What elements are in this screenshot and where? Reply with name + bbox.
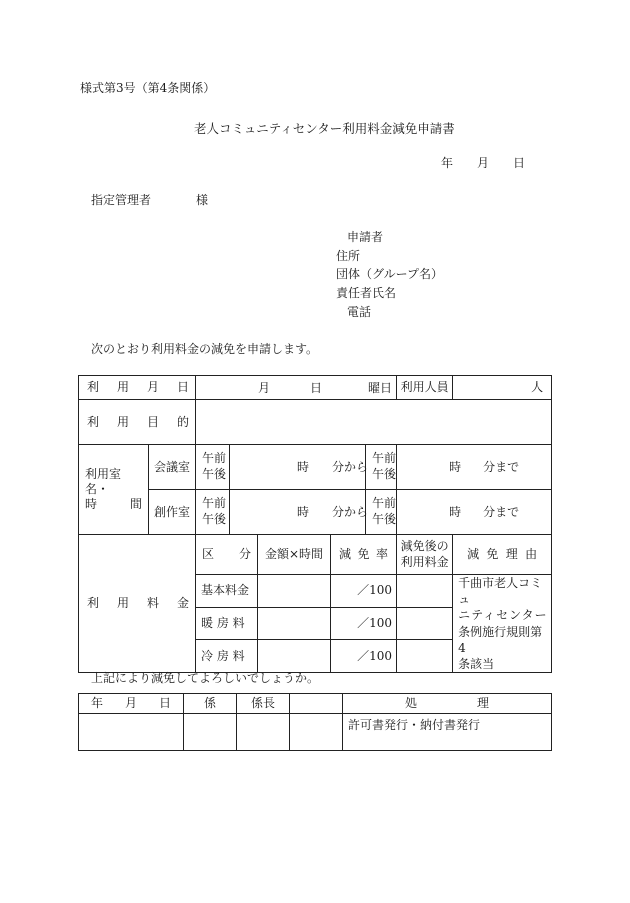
header-char: 免 bbox=[486, 547, 499, 561]
amount-field[interactable] bbox=[258, 607, 331, 640]
form-number: 様式第3号（第4条関係） bbox=[80, 81, 216, 95]
ampm-select[interactable] bbox=[196, 445, 230, 490]
reason-line: 条該当 bbox=[458, 656, 495, 671]
fee-header-row bbox=[79, 535, 552, 575]
users-field[interactable] bbox=[453, 376, 552, 400]
rate-field[interactable]: ／100 bbox=[331, 607, 397, 640]
addressee-honorific: 様 bbox=[196, 193, 209, 207]
header-char: 免 bbox=[357, 547, 370, 561]
label-char: 料 bbox=[146, 596, 159, 611]
end-time-field[interactable] bbox=[397, 445, 552, 490]
hour-label: 時 bbox=[449, 505, 462, 519]
amount-field[interactable] bbox=[258, 640, 331, 673]
pm-label: 午後 bbox=[202, 467, 227, 481]
approval-blank-header bbox=[290, 694, 343, 714]
am-label: 午前 bbox=[372, 451, 397, 466]
pm-label: 午後 bbox=[372, 467, 397, 481]
purpose-field[interactable] bbox=[196, 400, 552, 445]
reason-text bbox=[453, 575, 552, 673]
header-char: 理 bbox=[505, 547, 518, 561]
fee-row-label: 冷 房 料 bbox=[196, 640, 258, 673]
am-label: 午前 bbox=[202, 451, 227, 466]
room2-row bbox=[79, 490, 552, 535]
users-label: 利用人員 bbox=[397, 376, 453, 400]
minute-from-label: 分から bbox=[332, 505, 369, 519]
room-time-label-line1: 利用室名・ bbox=[85, 467, 122, 496]
header-char: 区 bbox=[202, 547, 215, 561]
start-time-field[interactable] bbox=[230, 490, 369, 535]
header-after-line2: 利用料金 bbox=[400, 554, 449, 569]
approval-chief-header: 係長 bbox=[237, 694, 290, 714]
purpose-label bbox=[79, 400, 196, 445]
rate-field[interactable]: ／100 bbox=[331, 575, 397, 608]
date-month-label: 月 bbox=[258, 381, 271, 395]
pm-label: 午後 bbox=[372, 512, 397, 526]
after-fee-field[interactable] bbox=[397, 640, 453, 673]
reason-line: 条例施行規則第4 bbox=[458, 624, 543, 655]
processing-text: 許可書発行・納付書発行 bbox=[348, 718, 481, 732]
start-time-field[interactable] bbox=[230, 445, 369, 490]
header-after-fee bbox=[397, 535, 453, 575]
am-label: 午前 bbox=[372, 496, 397, 511]
header-char: 減 bbox=[339, 547, 352, 561]
header-amount: 金額×時間 bbox=[258, 535, 331, 575]
label-char: 用 bbox=[116, 414, 129, 429]
header-char: 処 bbox=[405, 696, 418, 710]
approval-processing-header bbox=[343, 694, 552, 714]
label-char: 利 bbox=[87, 414, 100, 429]
hour-label: 時 bbox=[449, 460, 462, 474]
header-reason bbox=[453, 535, 552, 575]
label-char: 用 bbox=[116, 380, 129, 394]
approval-staff-seal[interactable] bbox=[184, 714, 237, 751]
use-date-row bbox=[79, 376, 552, 400]
hour-label: 時 bbox=[297, 505, 310, 519]
approval-processing-field[interactable] bbox=[343, 714, 552, 751]
date-day-label: 日 bbox=[310, 381, 323, 395]
approval-table bbox=[78, 693, 552, 751]
applicant-address: 住所 bbox=[336, 249, 361, 263]
header-char: 由 bbox=[525, 547, 538, 561]
label-char: 利 bbox=[87, 596, 100, 611]
approval-header-row bbox=[79, 694, 552, 714]
ampm-select[interactable] bbox=[196, 490, 230, 535]
minute-until-label: 分まで bbox=[483, 460, 520, 474]
approval-blank-seal[interactable] bbox=[290, 714, 343, 751]
label-char: 的 bbox=[176, 414, 189, 429]
purpose-row bbox=[79, 400, 552, 445]
weekday-label: 曜日 bbox=[368, 381, 393, 395]
reason-line: 千曲市老人コミュ bbox=[458, 576, 543, 607]
label-char: 日 bbox=[176, 380, 189, 394]
applicant-responsible: 責任者氏名 bbox=[336, 286, 397, 300]
hour-label: 時 bbox=[297, 460, 310, 474]
fee-row-label: 基本料金 bbox=[196, 575, 258, 608]
approval-chief-seal[interactable] bbox=[237, 714, 290, 751]
header-rate bbox=[331, 535, 397, 575]
header-char: 月 bbox=[124, 696, 137, 710]
applicant-heading: 申請者 bbox=[347, 230, 384, 244]
room-time-label bbox=[79, 445, 149, 535]
use-date-field[interactable] bbox=[196, 376, 397, 400]
use-date-label bbox=[79, 376, 196, 400]
header-char: 年 bbox=[91, 696, 104, 710]
rate-field[interactable]: ／100 bbox=[331, 640, 397, 673]
date-year: 年 bbox=[441, 156, 454, 170]
pm-label: 午後 bbox=[202, 512, 227, 526]
header-char: 分 bbox=[238, 547, 251, 561]
header-char: 率 bbox=[376, 547, 389, 561]
application-table bbox=[78, 375, 552, 673]
ampm-select[interactable] bbox=[366, 445, 397, 490]
header-char: 理 bbox=[476, 696, 489, 710]
label-char: 金 bbox=[176, 596, 189, 611]
header-category bbox=[196, 535, 258, 575]
after-fee-field[interactable] bbox=[397, 607, 453, 640]
amount-field[interactable] bbox=[258, 575, 331, 608]
label-char: 利 bbox=[87, 380, 100, 394]
approval-date-field[interactable] bbox=[79, 714, 184, 751]
date-day: 日 bbox=[513, 156, 526, 170]
reason-line: ニティセンター bbox=[458, 608, 548, 623]
fee-label bbox=[79, 535, 196, 673]
applicant-phone: 電話 bbox=[347, 305, 372, 319]
addressee-label: 指定管理者 bbox=[91, 193, 152, 207]
end-time-field[interactable] bbox=[397, 490, 552, 535]
applicant-group: 団体（グループ名） bbox=[336, 267, 444, 281]
date-month: 月 bbox=[477, 156, 490, 170]
approval-body-row bbox=[79, 714, 552, 751]
header-after-line1: 減免後の bbox=[400, 538, 449, 553]
label-char: 間 bbox=[129, 497, 142, 511]
minute-from-label: 分から bbox=[332, 460, 369, 474]
room1-row bbox=[79, 445, 552, 490]
intro-text: 次のとおり利用料金の減免を申請します。 bbox=[91, 342, 319, 356]
am-label: 午前 bbox=[202, 496, 227, 511]
label-char: 時 bbox=[85, 497, 98, 511]
form-title: 老人コミュニティセンター利用料金減免申請書 bbox=[194, 121, 455, 136]
fee-row-label: 暖 房 料 bbox=[196, 607, 258, 640]
header-char: 減 bbox=[467, 547, 480, 561]
after-fee-field[interactable] bbox=[397, 575, 453, 608]
approval-date-header bbox=[79, 694, 184, 714]
label-char: 用 bbox=[116, 596, 129, 611]
approval-staff-header: 係 bbox=[184, 694, 237, 714]
users-unit: 人 bbox=[531, 380, 544, 394]
label-char: 目 bbox=[146, 414, 159, 429]
room-name-conference: 会議室 bbox=[149, 445, 196, 490]
ampm-select[interactable] bbox=[366, 490, 397, 535]
minute-until-label: 分まで bbox=[483, 505, 520, 519]
approval-question: 上記により減免してよろしいでしょうか。 bbox=[91, 671, 320, 685]
room-name-workshop: 創作室 bbox=[149, 490, 196, 535]
label-char: 月 bbox=[146, 380, 159, 394]
header-char: 日 bbox=[158, 696, 171, 710]
